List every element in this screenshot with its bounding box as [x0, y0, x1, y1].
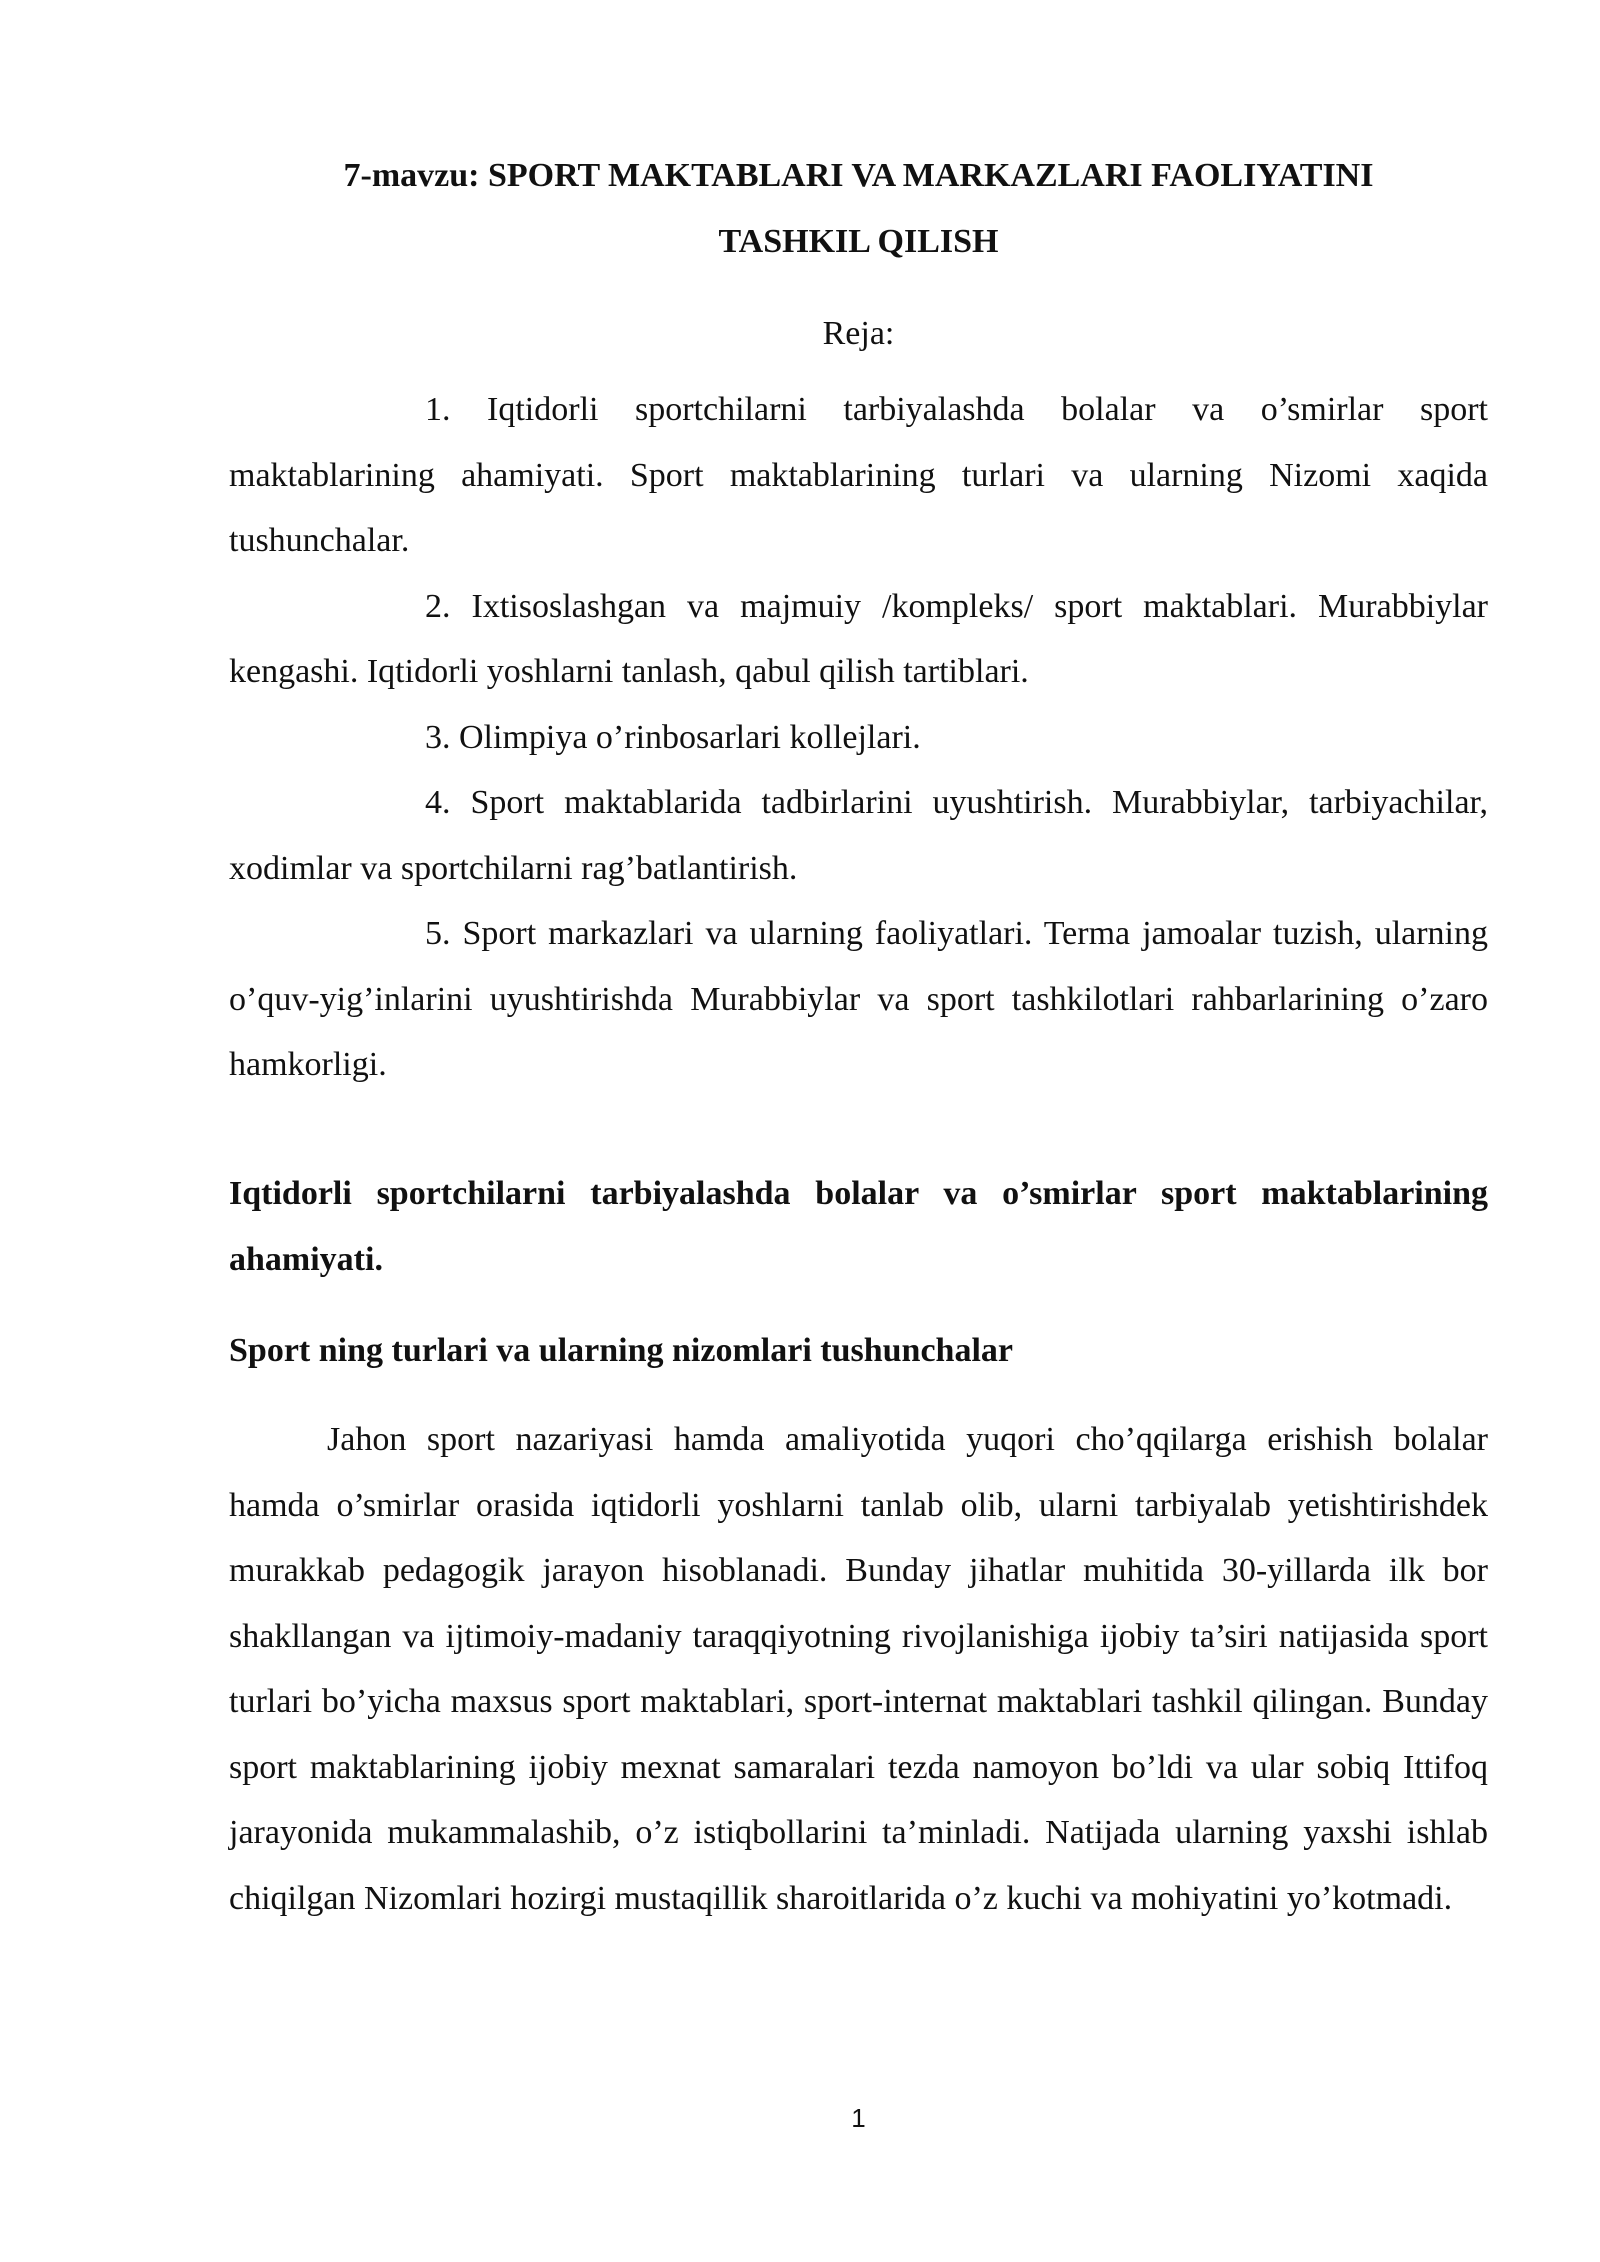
plan-item-number: 5. [425, 915, 451, 952]
plan-item-text: Sport maktablarida tadbirlarini uyushtirish. Murabbiylar, tarbiyachilar, xodimlar va sportchilarni rag’batlantirish. [229, 784, 1489, 887]
plan-list [229, 377, 1488, 1098]
body-paragraph: Jahon sport nazariyasi hamda amaliyotida yuqori cho’qqilarga erishish bolalar hamda o’smirlar orasida iqtidorli yoshlarni tanlab olib, ularni tarbiyalab yetishtirishdek murakkab pedagogik jarayon hisoblanadi. Bunday jihatlar muhitida 30-yillarda ilk bor shakllangan va ijtimoiy-madaniy taraqqiyotning rivojlanishiga ijobiy ta’siri natijasida sport turlari bo’yicha maxsus sport maktablari, sport-internat maktablari tashkil qilingan. Bunday sport maktablarining ijobiy mexnat samaralari tezda namoyon bo’ldi va ular sobiq Ittifoq jarayonida mukammalashib, o’z istiqbollarini ta’minladi. Natijada ularning yaxshi ishlab chiqilgan Nizomlari hozirgi mustaqillik sharoitlarida o’z kuchi va mohiyatini yo’kotmadi. [229, 1421, 1488, 1917]
plan-heading: Reja: [822, 315, 895, 352]
plan-item-number: 3. [425, 718, 451, 756]
section-heading-types: Sport ning turlari va ularning nizomlari tushunchalar [229, 1332, 1013, 1369]
plan-item [229, 377, 1488, 574]
plan-item-text: Ixtisoslashgan va majmuiy /kompleks/ sport maktablari. Murabbiylar kengashi. Iqtidorli yoshlarni tanlash, qabul qilish tartiblari. [229, 587, 1488, 690]
plan-item-text: Sport markazlari va ularning faoliyatlari. Terma jamoalar tuzish, ularning o’quv-yig’inlarini uyushtirishda Murabbiylar va sport tashkilotlari rahbarlarining o’zaro hamkorligi. [229, 915, 1489, 1083]
section-heading-importance: Iqtidorli sportchilarni tarbiyalashda bolalar va o’smirlar sport maktablarining ahamiyati. [229, 1175, 1488, 1278]
plan-item-text: Iqtidorli sportchilarni tarbiyalashda bolalar va o’smirlar sport maktablarining ahamiyati. Sport maktablarining turlari va ularning Nizomi xaqida tushunchalar. [229, 391, 1488, 559]
plan-item-number: 4. [425, 784, 451, 821]
plan-item [229, 705, 1488, 771]
plan-item-text: Olimpiya o’rinbosarlari kollejlari. [459, 718, 921, 756]
document-title [229, 143, 1488, 275]
plan-item-number: 1. [425, 391, 451, 428]
document-page [229, 0, 1488, 2262]
page-number: 1 [851, 2103, 866, 2133]
plan-item [229, 770, 1488, 901]
title-line-2: TASHKIL QILISH [718, 223, 999, 260]
plan-item-number: 2. [425, 587, 451, 625]
title-line-1: 7-mavzu: SPORT MAKTABLARI VA MARKAZLARI FAOLIYATINI [343, 157, 1374, 194]
plan-item [229, 574, 1488, 705]
plan-item [229, 901, 1488, 1098]
